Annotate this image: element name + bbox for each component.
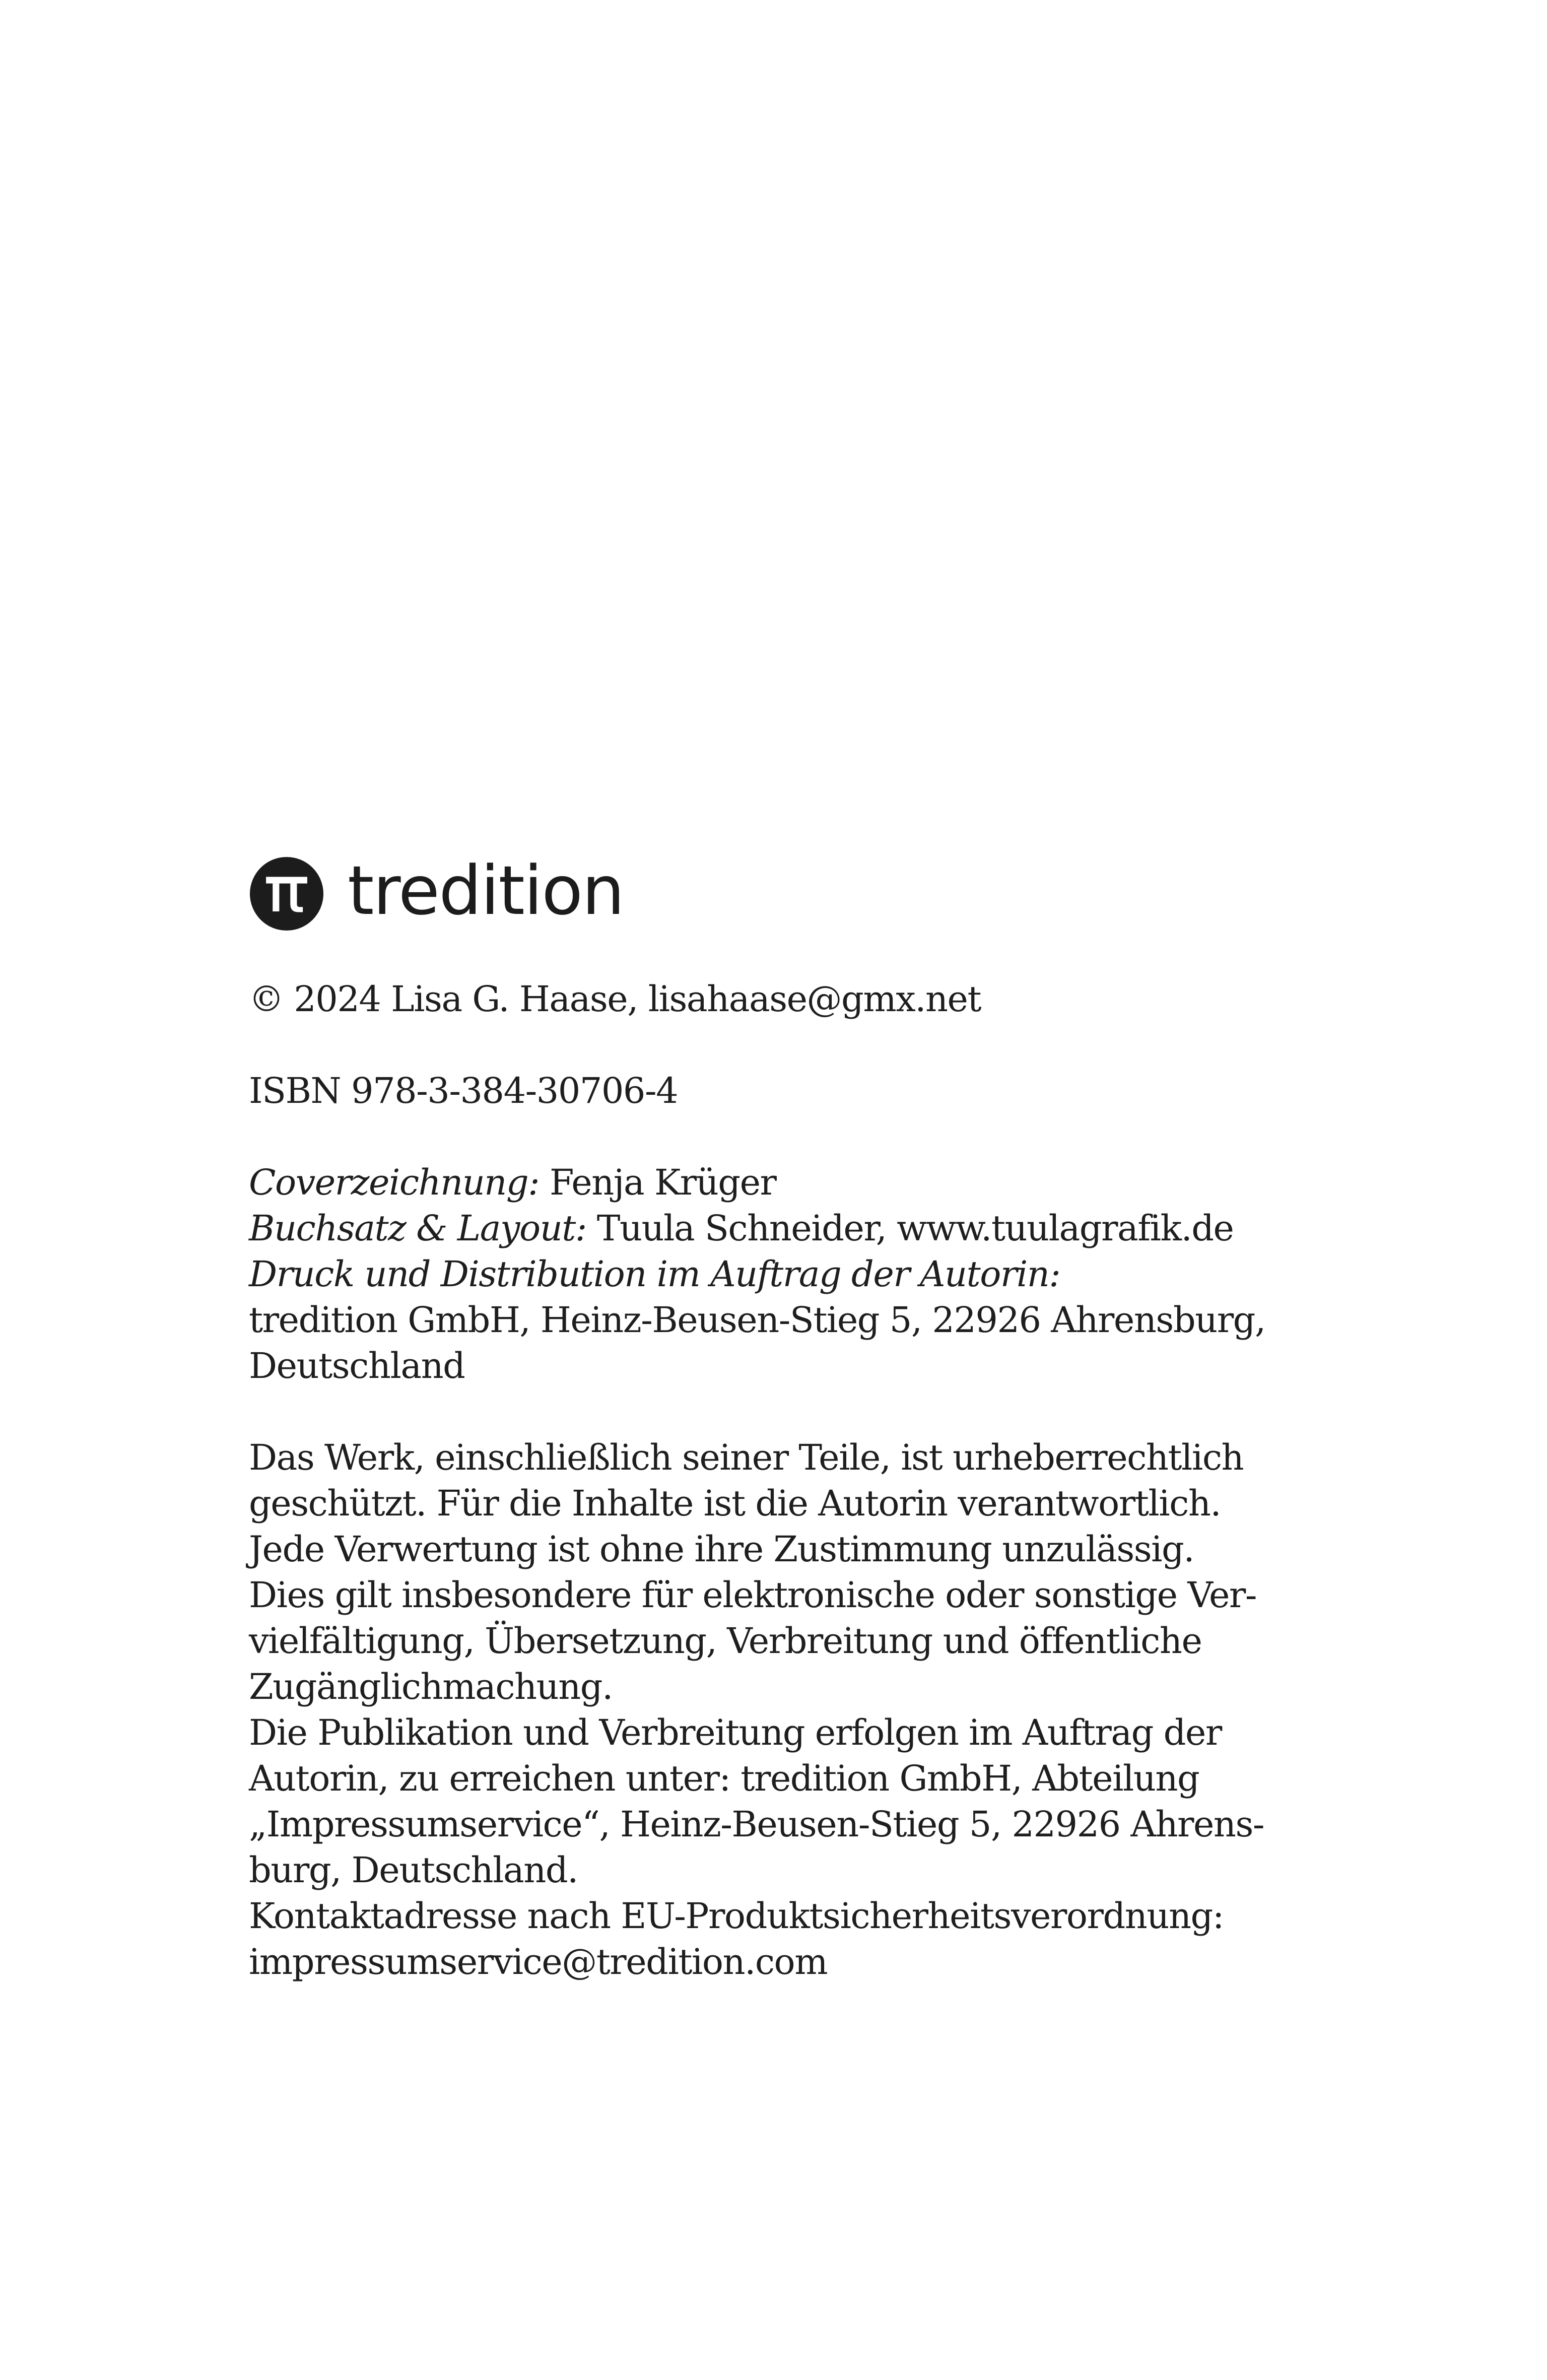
print-credit-label: Druck und Distribution im Auftrag der Autorin:: [249, 1253, 1060, 1295]
legal-line: Die Publikation und Verbreitung erfolgen im Auftrag der: [249, 1712, 1222, 1753]
copyright-line: © 2024 Lisa G. Haase, lisahaase@gmx.net: [249, 978, 981, 1020]
cover-credit: [249, 1160, 1256, 1206]
legal-line: burg, Deutschland.: [249, 1849, 578, 1891]
cover-credit-label: Coverzeichnung:: [249, 1162, 540, 1203]
layout-credit-value: Tuula Schneider, www.tuulagrafik.de: [586, 1208, 1234, 1249]
legal-line: Dies gilt insbesondere für elektronische oder sonstige Ver-: [249, 1574, 1257, 1616]
legal-line: impressumservice@tredition.com: [249, 1941, 828, 1982]
legal-line: geschützt. Für die Inhalte ist die Autorin verantwortlich.: [249, 1483, 1221, 1524]
imprint-text: [249, 976, 1265, 1985]
print-address-line: Deutschland: [249, 1345, 465, 1386]
legal-line: Zugänglichmachung.: [249, 1666, 613, 1707]
layout-credit-label: Buchsatz & Layout:: [249, 1208, 586, 1249]
legal-line: vielfältigung, Übersetzung, Verbreitung und öffentliche: [249, 1620, 1202, 1662]
layout-credit: [249, 1206, 1256, 1251]
isbn-line: ISBN 978-3-384-30706-4: [249, 1070, 678, 1111]
publisher-wordmark: tredition: [348, 851, 624, 930]
print-address-line: tredition GmbH, Heinz-Beusen-Stieg 5, 22926 Ahrensburg,: [249, 1299, 1265, 1341]
tredition-logo-icon: [250, 857, 323, 931]
legal-line: „Impressumservice“, Heinz-Beusen-Stieg 5, 22926 Ahrens-: [249, 1804, 1264, 1845]
legal-line: Jede Verwertung ist ohne ihre Zustimmung unzulässig.: [249, 1529, 1194, 1570]
legal-line: Kontaktadresse nach EU-Produktsicherheitsverordnung:: [249, 1895, 1224, 1937]
cover-credit-value: Fenja Krüger: [539, 1162, 776, 1203]
publisher-logo: [250, 851, 624, 931]
legal-line: Das Werk, einschließlich seiner Teile, ist urheberrechtlich: [249, 1437, 1244, 1478]
legal-line: Autorin, zu erreichen unter: tredition GmbH, Abteilung: [249, 1758, 1199, 1799]
